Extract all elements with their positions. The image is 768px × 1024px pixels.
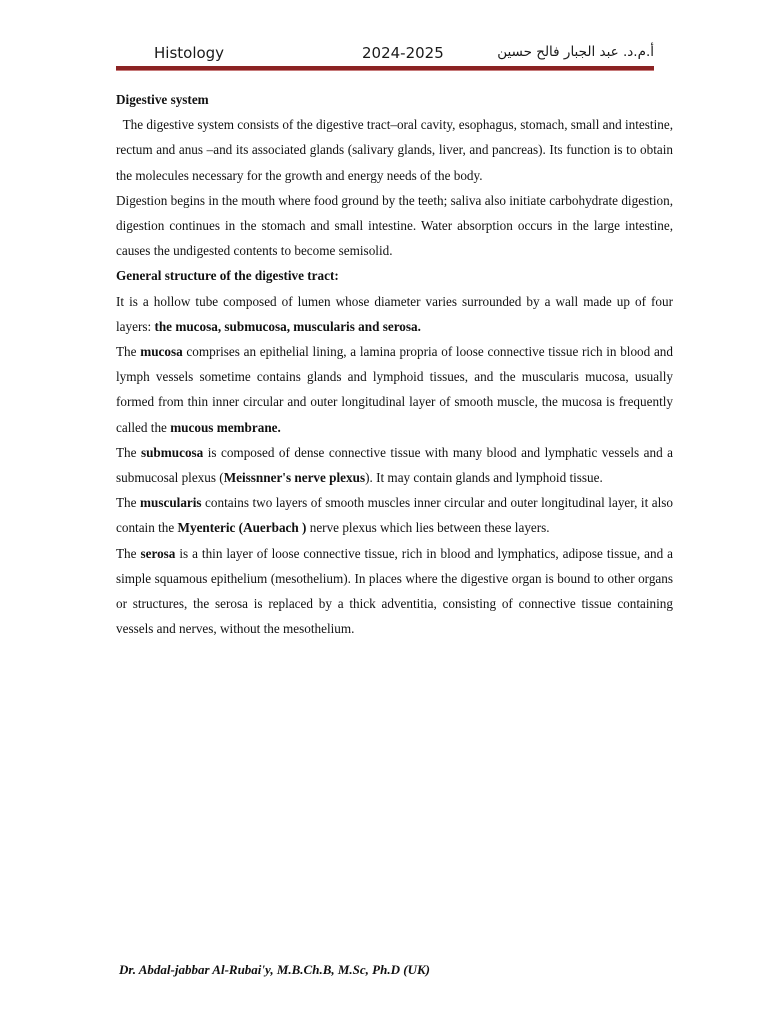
text-run: contains two layers of smooth muscles inner circular and outer longitudinal layer, it also contain the [116,495,673,536]
text-run: Digestion begins in the mouth where food ground by the teeth; saliva also initiate carbohydrate digestion, digestion continues in the stomach and small intestine. Water absorption occurs in the large intestine, causes the undigested contents to become semisolid. [116,192,673,259]
text-run: The digestive system consists of the digestive tract–oral cavity, esophagus, stomach, small and intestine, rectum and anus –and its associated glands (salivary glands, liver, and pancreas). Its function is to obtain the molecules necessary for the growth and energy needs of the body. [116,117,673,183]
body-paragraph [116,440,673,490]
body-paragraph [116,490,673,540]
bold-term: serosa [140,545,176,561]
body-paragraph [116,188,673,264]
body-paragraph [116,541,673,642]
text-run: The [116,444,141,460]
bold-term: mucous membrane. [170,419,281,435]
text-run: The [116,495,141,511]
bold-term: submucosa [140,444,204,460]
bold-term: muscularis [140,495,202,511]
text-run: is a thin layer of loose connective tissue, rich in blood and lymphatics, adipose tissue, and a simple squamous epithelium (mesothelium). In places where the digestive organ is bound to other organs or structures, the serosa is replaced by a thick adventitia, consisting of connective tissue containing vessels and nerves, without the mesothelium. [116,545,673,637]
section-heading [116,263,673,288]
page-header [116,40,654,68]
text-run: nerve plexus which lies between these layers. [306,520,550,536]
document-body [116,87,673,641]
text-run: It is a hollow tube composed of lumen whose diameter varies surrounded by a wall made up of four layers: [116,293,673,334]
bold-term: Myenteric (Auerbach ) [177,520,307,536]
header-author: أ.م.د. عبد الجبار فالح حسين [497,44,654,60]
text-run: comprises an epithelial lining, a lamina propria of loose connective tissue rich in blood and lymph vessels sometime contains glands and lymphoid tissues, and the muscularis mucosa, usually formed from thin inner circular and outer longitudinal layer of smooth muscle, the mucosa is frequently called the [116,344,673,435]
bold-term: the mucosa, submucosa, muscularis and serosa. [154,318,421,334]
header-year: 2024-2025 [362,44,444,62]
bold-term: mucosa [140,344,183,360]
body-paragraph [116,289,673,339]
body-paragraph [116,112,673,188]
bold-term: General structure of the digestive tract: [116,268,339,284]
text-run: ). It may contain glands and lymphoid tissue. [365,470,603,486]
section-heading [116,87,673,112]
header-rule [116,66,654,71]
header-subject: Histology [154,44,225,62]
body-paragraph [116,339,673,440]
bold-term: Digestive system [116,92,209,107]
text-run: is composed of dense connective tissue with many blood and lymphatic vessels and a submucosal plexus ( [116,444,673,486]
text-run: The [116,344,141,360]
page-footer: Dr. Abdal-jabbar Al-Rubai'y, M.B.Ch.B, M.Sc, Ph.D (UK) [119,962,430,977]
text-run: The [116,545,141,561]
bold-term: Meissnner's nerve plexus [223,470,366,486]
